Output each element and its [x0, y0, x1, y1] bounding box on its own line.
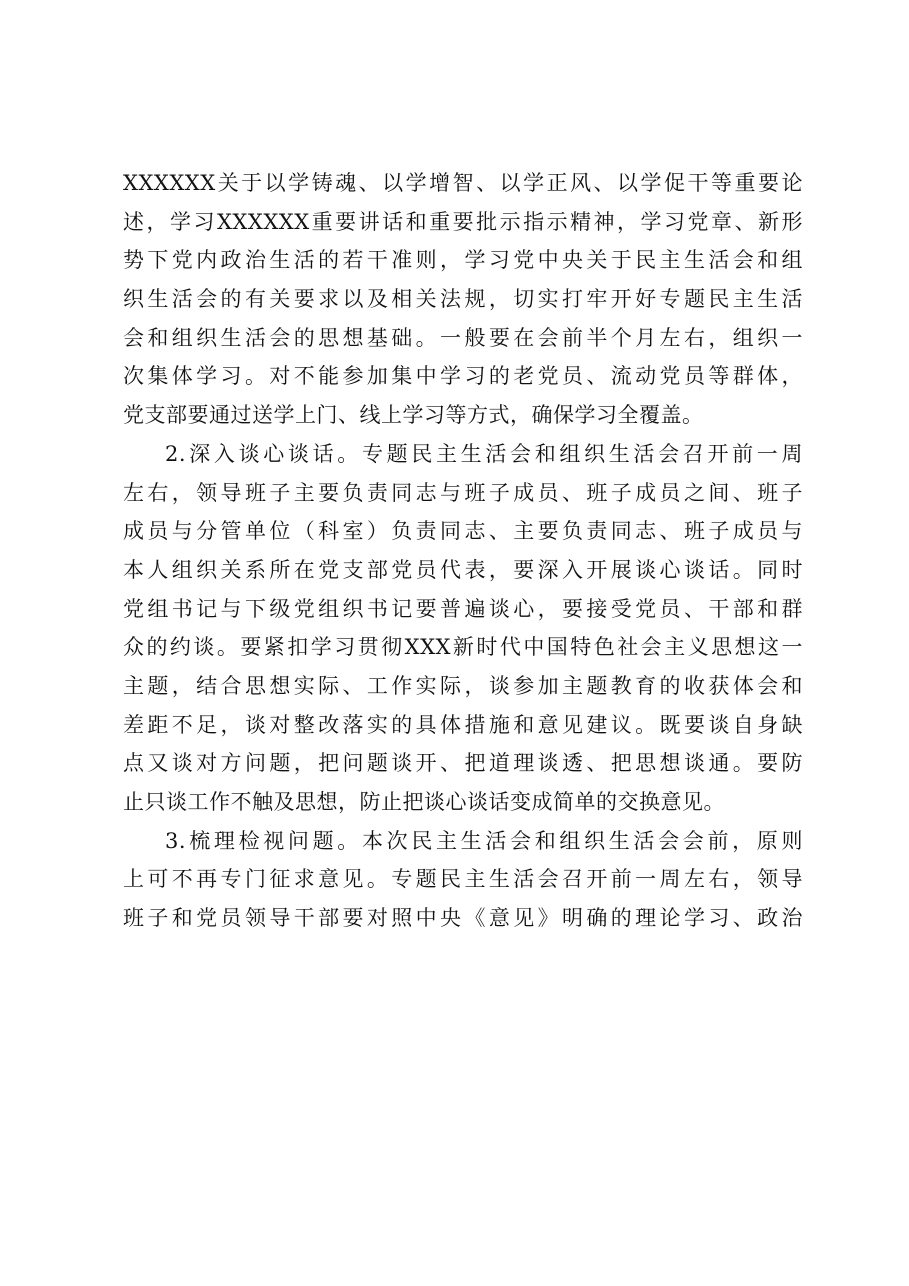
- paragraph-line: 3.梳理检视问题。本次民主生活会和组织生活会会前，原则: [165, 828, 803, 853]
- paragraph-line: 主题，结合思想实际、工作实际，谈参加主题教育的收获体会和: [123, 673, 803, 698]
- paragraph-line: 势下党内政治生活的若干准则，学习党中央关于民主生活会和组: [123, 248, 803, 273]
- paragraph-heart-to-heart-talks: [123, 435, 803, 822]
- paragraph-line: 班子和党员领导干部要对照中央《意见》明确的理论学习、政治: [123, 906, 803, 931]
- paragraph-line: 上可不再专门征求意见。专题民主生活会召开前一周左右，领导: [123, 867, 803, 892]
- paragraph-line: 点又谈对方问题，把问题谈开、把道理谈透、把思想谈通。要防: [123, 751, 803, 776]
- paragraph-line: 止只谈工作不触及思想，防止把谈心谈话变成简单的交换意见。: [123, 790, 725, 814]
- paragraph-review-problems: [123, 822, 803, 938]
- paragraph-line: 会和组织生活会的思想基础。一般要在会前半个月左右，组织一: [123, 325, 803, 350]
- paragraph-line: 成员与分管单位（科室）负责同志、主要负责同志、班子成员与: [123, 519, 803, 544]
- paragraph-line: 述，学习XXXXXX重要讲话和重要批示指示精神，学习党章、新形: [123, 209, 803, 234]
- paragraph-study-requirements: [123, 164, 803, 435]
- paragraph-line: 次集体学习。对不能参加集中学习的老党员、流动党员等群体，: [123, 364, 803, 389]
- paragraph-line: 本人组织关系所在党支部党员代表，要深入开展谈心谈话。同时: [123, 557, 803, 582]
- paragraph-line: 众的约谈。要紧扣学习贯彻XXX新时代中国特色社会主义思想这一: [123, 635, 803, 660]
- paragraph-line: 党支部要通过送学上门、线上学习等方式，确保学习全覆盖。: [123, 403, 704, 428]
- paragraph-line: 党组书记与下级党组织书记要普遍谈心，要接受党员、干部和群: [123, 596, 803, 621]
- paragraph-line: 2.深入谈心谈话。专题民主生活会和组织生活会召开前一周: [165, 441, 803, 466]
- paragraph-line: 左右，领导班子主要负责同志与班子成员、班子成员之间、班子: [123, 480, 803, 505]
- document-body: [123, 164, 803, 938]
- paragraph-line: 织生活会的有关要求以及相关法规，切实打牢开好专题民主生活: [123, 287, 803, 312]
- paragraph-line: 差距不足，谈对整改落实的具体措施和意见建议。既要谈自身缺: [123, 712, 803, 737]
- paragraph-line: XXXXXX关于以学铸魂、以学增智、以学正风、以学促干等重要论: [123, 171, 803, 195]
